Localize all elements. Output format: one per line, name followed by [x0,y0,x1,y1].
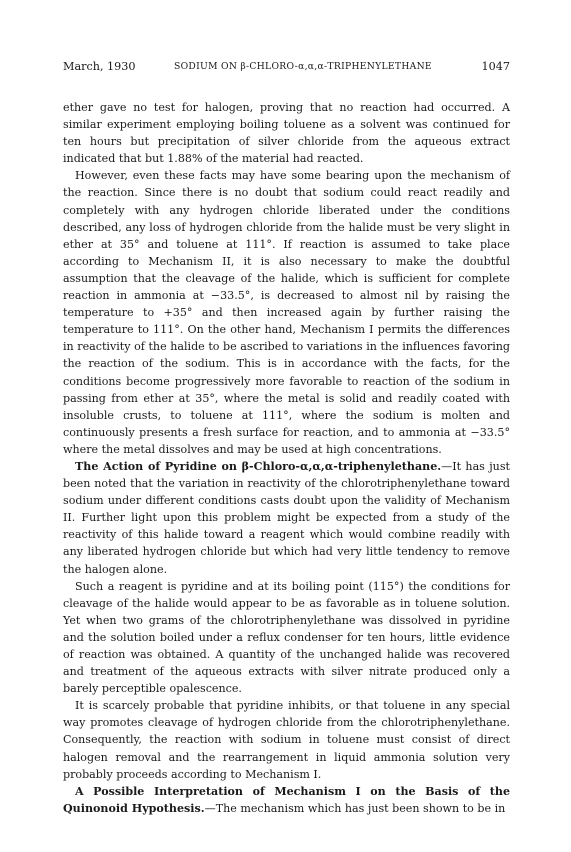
paragraph-text: —It has just been noted that the variation in reactivity of the chlorotriphenylethane toward sodium under different conditions casts doubt upon the validity of Mechanism II. Further light upon this problem might be expected from a study of the reactivity of this halide toward a reagent which would combine readily with any liberated hydrogen chloride but which had very little tendency to remove the halogen alone. [63,459,510,576]
header-date: March, 1930 [63,60,136,73]
section-paragraph [63,783,510,817]
paragraph [63,99,510,167]
running-head [63,58,510,76]
paragraph-text: —The mechanism which has just been shown to be in [204,801,506,815]
paragraph-text: Such a reagent is pyridine and at its boiling point (115°) the conditions for cleavage of the halide would appear to be as favorable as in toluene solution. Yet when two grams of the chlorotriphenylethane was dissolved in pyridine and the solution boiled under a reflux condenser for ten hours, little evidence of reaction was obtained. A quantity of the unchanged halide was recovered and treatment of the aqueous extracts with silver nitrate produced only a barely perceptible opalescence. [63,579,510,696]
page-number: 1047 [481,60,510,73]
section-paragraph [63,458,510,578]
journal-page [63,58,510,817]
section-heading: A Possible Interpretation of Mechanism I on the Basis of the Quinonoid Hypothesis. [63,784,510,815]
paragraph-text: ether gave no test for halogen, proving that no reaction had occurred. A similar experiment employing boiling toluene as a solvent was continued for ten hours but precipitation of silver chloride from the aqueous extract indicated that but 1.88% of the material had reacted. [63,101,510,166]
paragraph-text: It is scarcely probable that pyridine inhibits, or that toluene in any special way promotes cleavage of hydrogen chloride from the chlorotriphenylethane. Consequently, the reaction with sodium in toluene must consist of direct halogen removal and the rearrangement in liquid ammonia solution very probably proceeds according to Mechanism I. [63,699,510,781]
paragraph [63,167,510,458]
header-title: SODIUM ON β-CHLORO-α,α,α-TRIPHENYLETHANE [174,61,432,72]
paragraph [63,578,510,698]
section-heading: The Action of Pyridine on β-Chloro-α,α,α-triphenylethane. [75,459,442,473]
paragraph [63,697,510,782]
article-body [63,99,510,817]
paragraph-text: However, even these facts may have some bearing upon the mechanism of the reaction. Since there is no doubt that sodium could react readily and completely with any hydrogen chloride liberated under the conditions described, any loss of hydrogen chloride from the halide must be very slight in ether at 35° and toluene at 111°. If reaction is assumed to take place according to Mechanism II, it is also necessary to make the doubtful assumption that the cleavage of the halide, which is sufficient for complete reaction in ammonia at −33.5°, is decreased to almost nil by raising the temperature to +35° and then increased again by further raising the temperature to 111°. On the other hand, Mechanism I permits the differences in reactivity of the halide to be ascribed to variations in the influences favoring the reaction of the sodium. This is in accordance with the facts, for the conditions become progressively more favorable to reaction of the sodium in passing from ether at 35°, where the metal is solid and readily coated with insoluble crusts, to toluene at 111°, where the sodium is molten and continuously presents a fresh surface for reaction, and to ammonia at −33.5° where the metal dissolves and may be used at high concentrations. [63,169,510,456]
